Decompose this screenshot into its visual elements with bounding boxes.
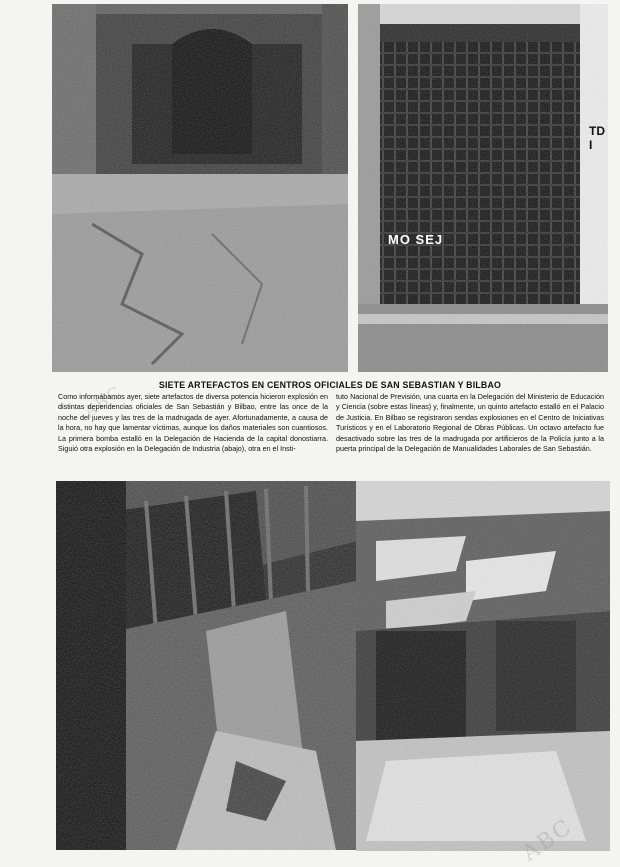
- photo-damaged-entrance: [52, 4, 348, 372]
- abc-watermark-bottom: ABC: [517, 814, 578, 867]
- graffiti-text: MO SEJ: [388, 232, 444, 247]
- abc-watermark: ABC: [80, 381, 126, 422]
- article-column-left: Como informábamos ayer, siete artefactos de diversa potencia hicieron explosión en distintas dependencias oficiales de San Sebastián y Bilbao, entre las once de la noche del jueves y las tres de la madrugada de ayer. Afortunadamente, a causa de la hora, no hay que lamentar víctimas, aunque los daños materiales son cuantiosos. La primera bomba estalló en la Delegación de Hacienda de la capital donostiarra. Siguió otra explosión en la Delegación de Industria (abajo), otra en el Insti-: [58, 392, 328, 454]
- photo-grille-door: [358, 4, 608, 372]
- article-column-right: tuto Nacional de Previsión, una cuarta en la Delegación del Ministerio de Educación y Ciencia (sobre estas líneas) y, finalmente, un quinto artefacto estalló en el Palacio de Justicia. En Bilbao se registraron sendas explosiones en el Centro de Iniciativas Turísticos y en el Laboratorio Regional de Obras Públicas. Un octavo artefacto fue desactivado sobre las tres de la madrugada por artificieros de la Policía junto a la puerta principal de la Delegación de Manualidades Laborales de San Sebastián.: [336, 392, 604, 454]
- photo-damaged-interior: [356, 481, 610, 851]
- wall-letters: TDI: [589, 124, 605, 152]
- article-headline: SIETE ARTEFACTOS EN CENTROS OFICIALES DE SAN SEBASTIAN Y BILBAO: [158, 380, 502, 390]
- photo-wrecked-doorway: [56, 481, 358, 850]
